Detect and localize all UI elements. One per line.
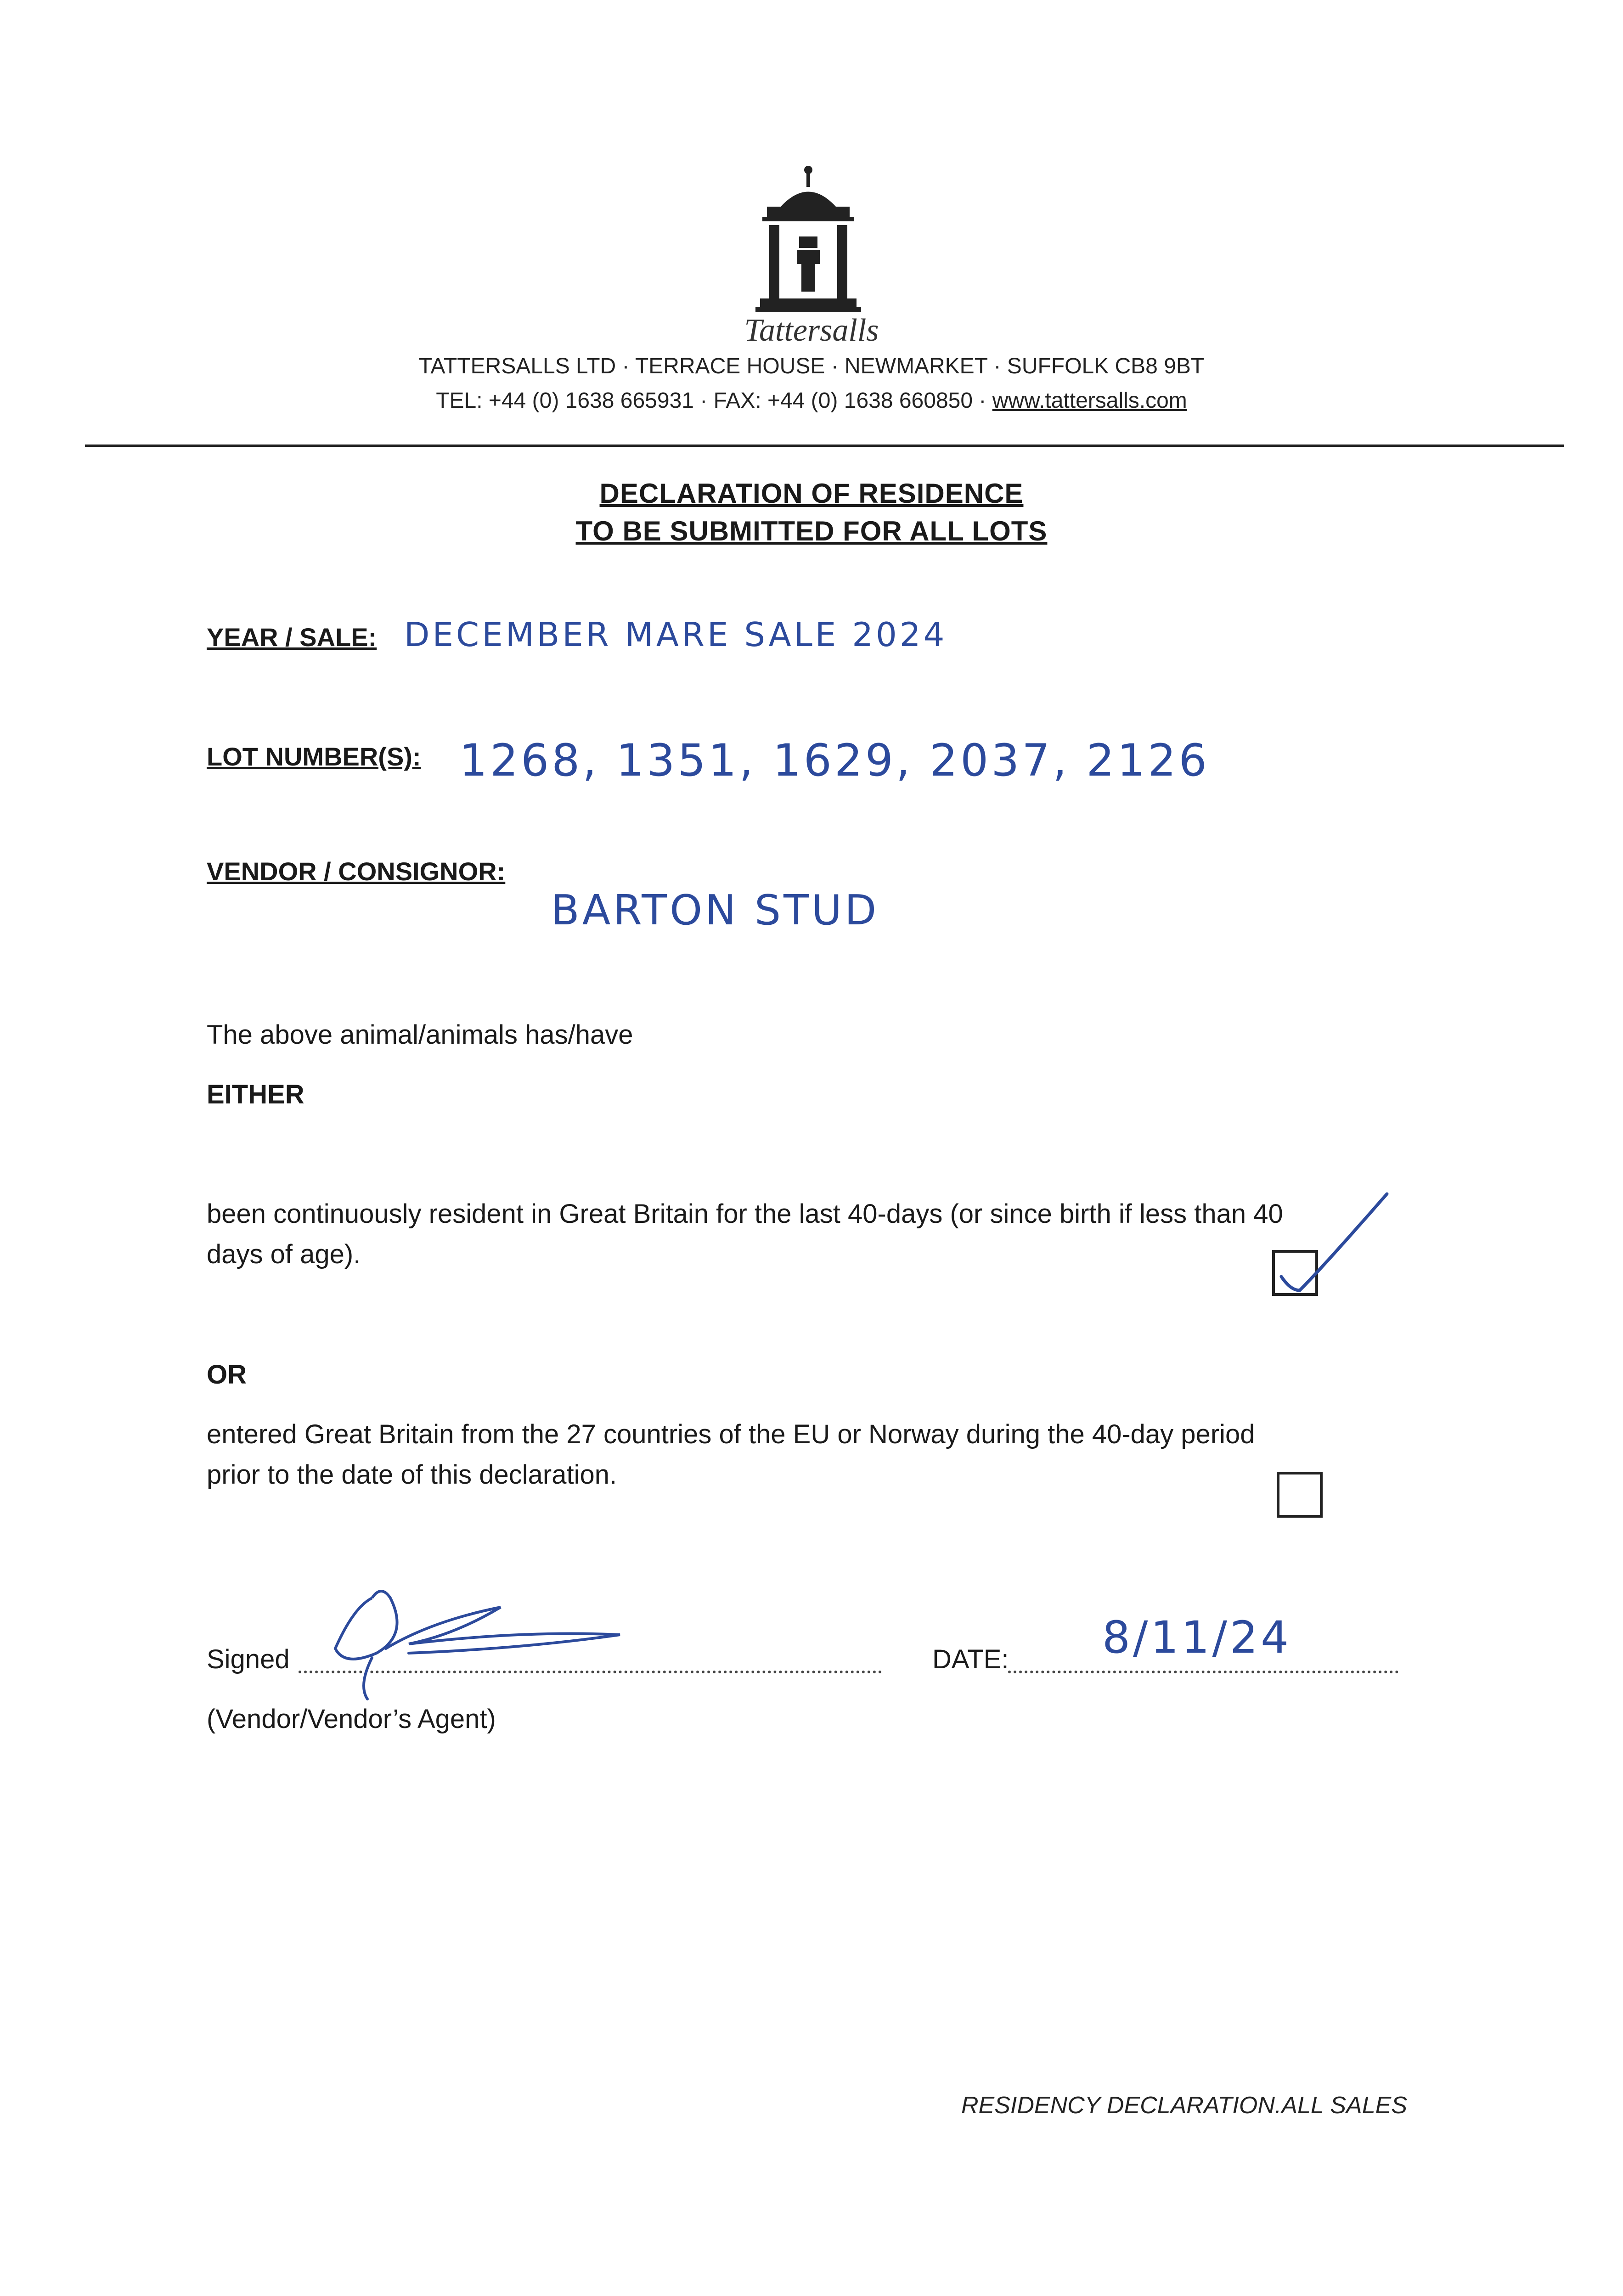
signer-role: (Vendor/Vendor’s Agent) — [207, 1704, 496, 1734]
website-link[interactable]: www.tattersalls.com — [992, 388, 1187, 413]
option2-checkbox[interactable] — [1277, 1472, 1323, 1518]
either-heading: EITHER — [207, 1080, 304, 1109]
option2-line2: prior to the date of this declaration. — [207, 1460, 617, 1490]
signature-mark — [317, 1580, 629, 1708]
date-line — [1008, 1671, 1398, 1673]
phone-fax: TEL: +44 (0) 1638 665931 · FAX: +44 (0) 1638 660850 · — [436, 388, 992, 413]
document-title: DECLARATION OF RESIDENCE — [599, 478, 1024, 509]
lot-numbers-label: LOT NUMBER(S): — [207, 742, 421, 771]
contact-line — [0, 388, 1623, 413]
vendor-label: VENDOR / CONSIGNOR: — [207, 857, 506, 886]
document-subtitle: TO BE SUBMITTED FOR ALL LOTS — [575, 516, 1048, 546]
signed-label: Signed — [207, 1644, 290, 1674]
or-heading: OR — [207, 1360, 247, 1390]
option1-line1: been continuously resident in Great Britain for the last 40-days (or since birth if less than 40 — [207, 1199, 1283, 1229]
checkmark-icon — [1268, 1185, 1396, 1304]
company-address: TATTERSALLS LTD · TERRACE HOUSE · NEWMARKET · SUFFOLK CB8 9BT — [418, 354, 1205, 378]
header-divider — [85, 445, 1564, 447]
option1-line2: days of age). — [207, 1239, 361, 1269]
option2-line1: entered Great Britain from the 27 countries of the EU or Norway during the 40-day period — [207, 1419, 1255, 1449]
date-value: 8/11/24 — [1102, 1612, 1292, 1663]
form-name: RESIDENCY DECLARATION.ALL SALES — [961, 2092, 1407, 2119]
vendor-value: BARTON STUD — [551, 886, 879, 934]
lot-numbers-value: 1268, 1351, 1629, 2037, 2126 — [459, 735, 1210, 786]
year-sale-value: DECEMBER MARE SALE 2024 — [404, 615, 947, 654]
tattersalls-logo — [753, 163, 863, 319]
brand-name: Tattersalls — [744, 313, 879, 348]
date-label: DATE: — [932, 1644, 1009, 1674]
year-sale-label: YEAR / SALE: — [207, 623, 377, 652]
intro-text: The above animal/animals has/have — [207, 1020, 633, 1050]
